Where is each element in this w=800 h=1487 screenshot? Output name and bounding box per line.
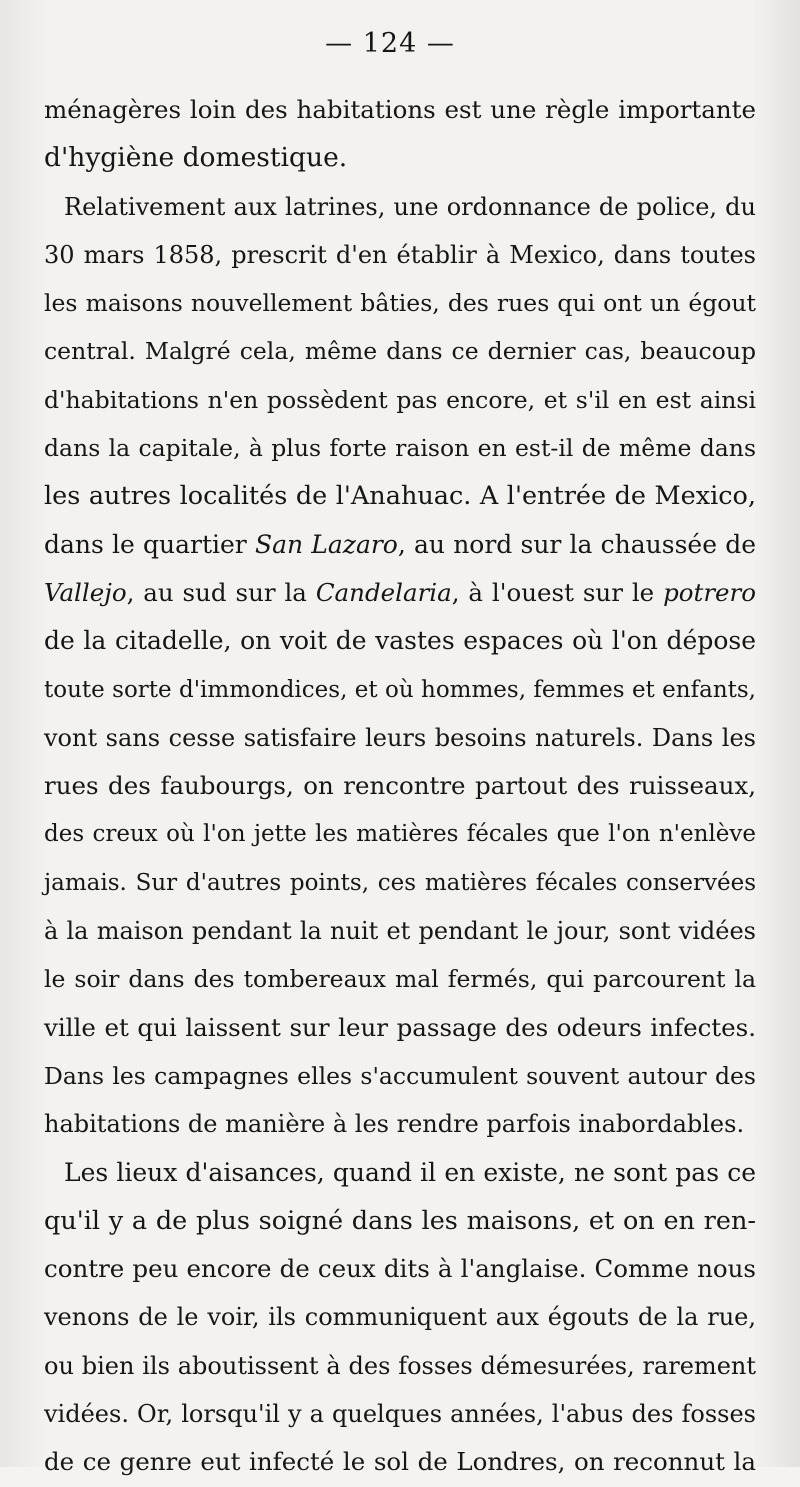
text-line: de la citadelle, on voit de vastes espaces où l'on dépose	[44, 626, 756, 656]
text-line: vidées. Or, lorsqu'il y a quelques années, l'abus des fosses	[44, 1400, 756, 1429]
text-line: 30 mars 1858, prescrit d'en établir à Mexico, dans toutes	[44, 240, 756, 269]
text-line: toute sorte d'immondices, et où hommes, femmes et enfants,	[44, 676, 756, 703]
text-line: les maisons nouvellement bâties, des rues qui ont un égout	[44, 289, 756, 318]
text-line: ou bien ils aboutissent à des fosses démesurées, rarement	[44, 1351, 756, 1380]
page-number: — 124 —	[325, 28, 455, 59]
text-line: dans le quartier San Lazaro, au nord sur la chaussée de	[44, 529, 756, 559]
text-line: qu'il y a de plus soigné dans les maisons, et on en ren-	[44, 1205, 756, 1236]
text-line: dans la capitale, à plus forte raison en est-il de même dans	[44, 434, 756, 463]
place-name-italic: Vallejo	[44, 577, 127, 607]
text-line: contre peu encore de ceux dits à l'anglaise. Comme nous	[44, 1254, 756, 1284]
text-line: jamais. Sur d'autres points, ces matières fécales conservées	[44, 869, 756, 896]
text-line: Dans les campagnes elles s'accumulent souvent autour des	[44, 1061, 756, 1090]
text-line: à la maison pendant la nuit et pendant le jour, sont vidées	[44, 917, 756, 946]
text-line: d'habitations n'en possèdent pas encore, et s'il en est ainsi	[44, 385, 756, 414]
place-name-italic: potrero	[663, 577, 757, 607]
text-line: Vallejo, au sud sur la Candelaria, à l'ouest sur le potrero	[44, 577, 757, 607]
text-line: ville et qui laissent sur leur passage des odeurs infectes.	[44, 1012, 756, 1042]
text-line: vont sans cesse satisfaire leurs besoins naturels. Dans les	[44, 723, 756, 752]
text-line: le soir dans des tombereaux mal fermés, qui parcourent la	[44, 965, 756, 994]
text-line: des creux où l'on jette les matières fécales que l'on n'enlève	[44, 821, 756, 848]
text-line: les autres localités de l'Anahuac. A l'entrée de Mexico,	[44, 481, 756, 512]
text-line: ménagères loin des habitations est une règle importante	[44, 95, 756, 124]
text-line: Les lieux d'aisances, quand il en existe, ne sont pas ce	[64, 1157, 756, 1187]
text-line: venons de le voir, ils communiquent aux égouts de la rue,	[44, 1303, 756, 1332]
text-line: rues des faubourgs, on rencontre partout des ruisseaux,	[44, 771, 756, 801]
text-line: de ce genre eut infecté le sol de Londres, on reconnut la	[44, 1447, 756, 1477]
place-name-italic: San Lazaro	[254, 529, 398, 559]
text-line: Relativement aux latrines, une ordonnance de police, du	[64, 192, 756, 221]
text-line: habitations de manière à les rendre parfois inabordables.	[44, 1110, 745, 1139]
text-line: central. Malgré cela, même dans ce dernier cas, beaucoup	[44, 337, 756, 366]
text-line: d'hygiène domestique.	[44, 142, 348, 174]
body-text	[44, 86, 756, 1487]
place-name-italic: Candelaria	[315, 577, 452, 607]
